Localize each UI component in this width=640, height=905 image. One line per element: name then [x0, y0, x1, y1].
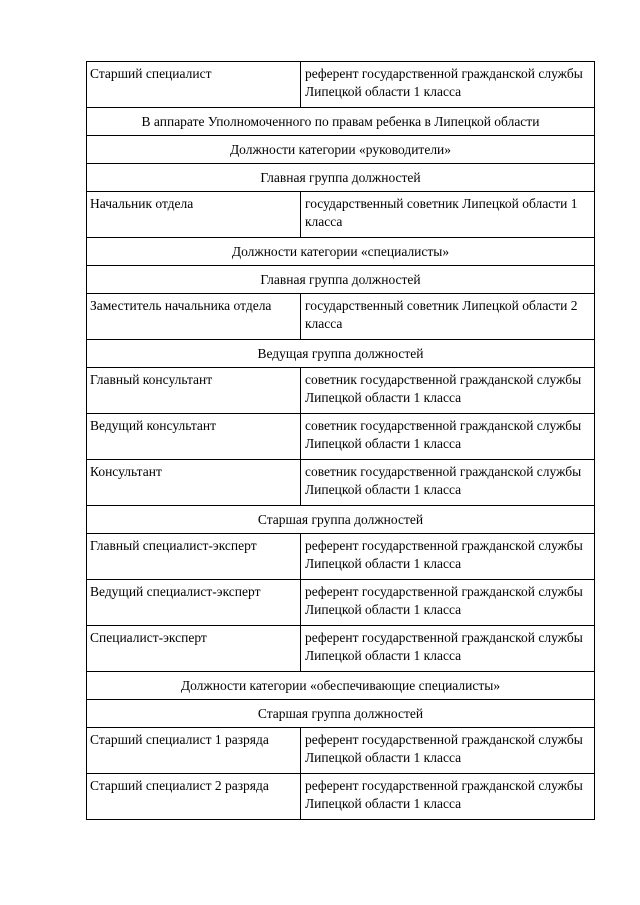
section-header-row [87, 108, 595, 136]
position-cell: Специалист-эксперт [87, 626, 301, 672]
section-header-row [87, 266, 595, 294]
section-header-cell: Должности категории «специалисты» [87, 238, 595, 266]
position-cell: Старший специалист 2 разряда [87, 774, 301, 820]
position-cell: Консультант [87, 460, 301, 506]
section-header-row [87, 340, 595, 368]
section-header-row [87, 672, 595, 700]
section-header-cell: В аппарате Уполномоченного по правам ребенка в Липецкой области [87, 108, 595, 136]
section-header-cell: Ведущая группа должностей [87, 340, 595, 368]
section-header-cell: Должности категории «обеспечивающие специалисты» [87, 672, 595, 700]
position-cell: Старший специалист [87, 62, 301, 108]
table-row [87, 414, 595, 460]
rank-cell: государственный советник Липецкой области 2 класса [301, 294, 595, 340]
section-header-cell: Старшая группа должностей [87, 700, 595, 728]
position-cell: Старший специалист 1 разряда [87, 728, 301, 774]
table-row [87, 728, 595, 774]
positions-ranks-table [86, 61, 595, 820]
rank-cell: референт государственной гражданской службы Липецкой области 1 класса [301, 62, 595, 108]
position-cell: Ведущий специалист-эксперт [87, 580, 301, 626]
rank-cell: референт государственной гражданской службы Липецкой области 1 класса [301, 626, 595, 672]
position-cell: Заместитель начальника отдела [87, 294, 301, 340]
rank-cell: советник государственной гражданской службы Липецкой области 1 класса [301, 368, 595, 414]
section-header-row [87, 164, 595, 192]
table-row [87, 62, 595, 108]
table-row [87, 774, 595, 820]
table-row [87, 580, 595, 626]
section-header-cell: Главная группа должностей [87, 164, 595, 192]
section-header-cell: Старшая группа должностей [87, 506, 595, 534]
rank-cell: государственный советник Липецкой области 1 класса [301, 192, 595, 238]
position-cell: Главный специалист-эксперт [87, 534, 301, 580]
table-row [87, 534, 595, 580]
section-header-row [87, 136, 595, 164]
rank-cell: референт государственной гражданской службы Липецкой области 1 класса [301, 728, 595, 774]
rank-cell: референт государственной гражданской службы Липецкой области 1 класса [301, 774, 595, 820]
table-row [87, 460, 595, 506]
rank-cell: референт государственной гражданской службы Липецкой области 1 класса [301, 580, 595, 626]
section-header-cell: Должности категории «руководители» [87, 136, 595, 164]
position-cell: Главный консультант [87, 368, 301, 414]
rank-cell: советник государственной гражданской службы Липецкой области 1 класса [301, 460, 595, 506]
section-header-row [87, 238, 595, 266]
section-header-row [87, 700, 595, 728]
table-row [87, 368, 595, 414]
section-header-row [87, 506, 595, 534]
table-row [87, 294, 595, 340]
rank-cell: советник государственной гражданской службы Липецкой области 1 класса [301, 414, 595, 460]
position-cell: Начальник отдела [87, 192, 301, 238]
position-cell: Ведущий консультант [87, 414, 301, 460]
table-body [87, 62, 595, 820]
rank-cell: референт государственной гражданской службы Липецкой области 1 класса [301, 534, 595, 580]
section-header-cell: Главная группа должностей [87, 266, 595, 294]
table-row [87, 626, 595, 672]
table-row [87, 192, 595, 238]
